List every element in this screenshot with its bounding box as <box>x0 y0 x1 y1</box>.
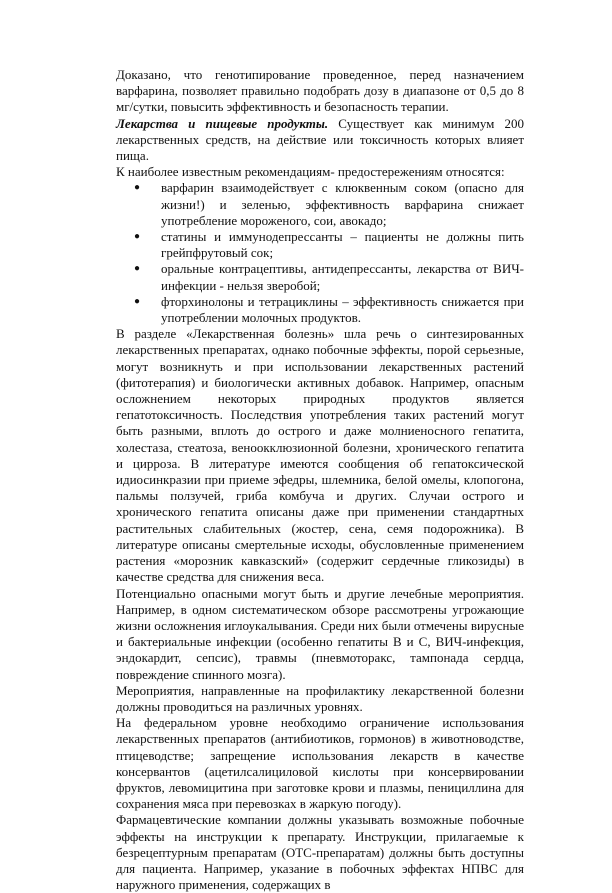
recommendations-list <box>116 180 524 326</box>
paragraph-acupuncture: Потенциально опасными могут быть и другие лечебные мероприятия. Например, в одном систематическом обзоре рассмотрены угрожающие жизни осложнения иглоукалывания. Среди них были отмечены вирусные и бактериальные инфекции (особенно гепатиты В и С, ВИЧ-инфекция, эндокардит, сепсис), травмы (пневмоторакс, тампонада сердца, повреждение спинного мозга). <box>116 585 524 682</box>
list-item-text: оральные контрацептивы, антидепрессанты, лекарства от ВИЧ-инфекции - нельзя зверобой; <box>161 261 524 293</box>
list-item-text: варфарин взаимодействует с клюквенным соком (опасно для жизни!) и зеленью, эффективность варфарина снижает употребление мороженого, сои, авокадо; <box>161 180 524 228</box>
list-item-text: фторхинолоны и тетрациклины – эффективность снижается при употреблении молочных продуктов. <box>161 293 524 326</box>
section-heading-food-drugs: Лекарства и пищевые продукты. <box>116 115 329 131</box>
paragraph-federal-level: На федеральном уровне необходимо ограничение использования лекарственных препаратов (антибиотиков, гормонов) в животноводстве, птицеводстве; запрещение использования лекарств в качестве консервантов (ацетилсалициловой кислоты при консервировании фруктов, левомицитина при заготовке крови и плазмы, пенициллина для сохранения мяса при перевозках в жаркую погоду). <box>116 715 524 812</box>
paragraph-recommendations-intro: К наиболее известным рекомендациям- предостережениям относятся: <box>116 164 505 180</box>
list-item-text: статины и иммунодепрессанты – пациенты не должны пить грейпфрутовый сок; <box>161 229 524 261</box>
paragraph-food-drugs <box>116 116 524 165</box>
list-item <box>116 294 524 326</box>
paragraph-prevention-levels: Мероприятия, направленные на профилактику лекарственной болезни должны проводиться на различных уровнях. <box>116 682 524 714</box>
paragraph-herbal-side-effects: В разделе «Лекарственная болезнь» шла речь о синтезированных лекарственных препаратах, однако побочные эффекты, порой серьезные, могут возникнуть и при использовании лекарственных растений (фитотерапия) и биологически активных добавок. Например, опасным осложнением некоторых природных продуктов является гепатотоксичность. Последствия употребления таких растений могут быть разными, вплоть до острого и даже молниеносного гепатита, холестаза, стеатоза, веноокклюзионной болезни, хронического гепатита и цирроза. В литературе имеются сообщения об гепатоксической идиосинкразии при приеме эфедры, шлемника, белой омелы, клопогона, пальмы ползучей, гриба комбуча и других. Случаи острого и хронического гепатита описаны даже при применении стандартных растительных слабительных (жостер, сена, семя подорожника). В литературе описаны смертельные исходы, обусловленные применением растения «морозник кавказский» (содержит сердечные гликозиды) в качестве средства для снижения веса. <box>116 326 524 585</box>
bullet-icon: ● <box>134 263 141 275</box>
bullet-icon: ● <box>134 231 141 243</box>
list-item <box>116 229 524 261</box>
paragraph-genotyping <box>116 67 524 116</box>
document-page <box>116 67 524 893</box>
list-item <box>116 180 524 229</box>
bullet-icon: ● <box>134 295 141 307</box>
list-item <box>116 261 524 293</box>
bullet-icon: ● <box>134 182 141 194</box>
paragraph-genotyping-text: Доказано, что генотипирование проведенное, перед назначением варфарина, позволяет правильно подобрать дозу в диапазоне от 0,5 до 8 мг/сутки, повысить эффективность и безопасность терапии. <box>116 67 524 115</box>
paragraph-food-drugs-text: Существует как минимум 200 лекарственных средств, на действие или токсичность которых влияет пища. <box>116 115 524 164</box>
paragraph-pharma-companies: Фармацевтические компании должны указывать возможные побочные эффекты на инструкции к препарату. Инструкции, прилагаемые к безрецептурным препаратам (ОТС-препаратам) должны быть доступны для пациента. Например, указание в побочных эффектах НПВС для наружного применения, содержащих в <box>116 812 524 893</box>
